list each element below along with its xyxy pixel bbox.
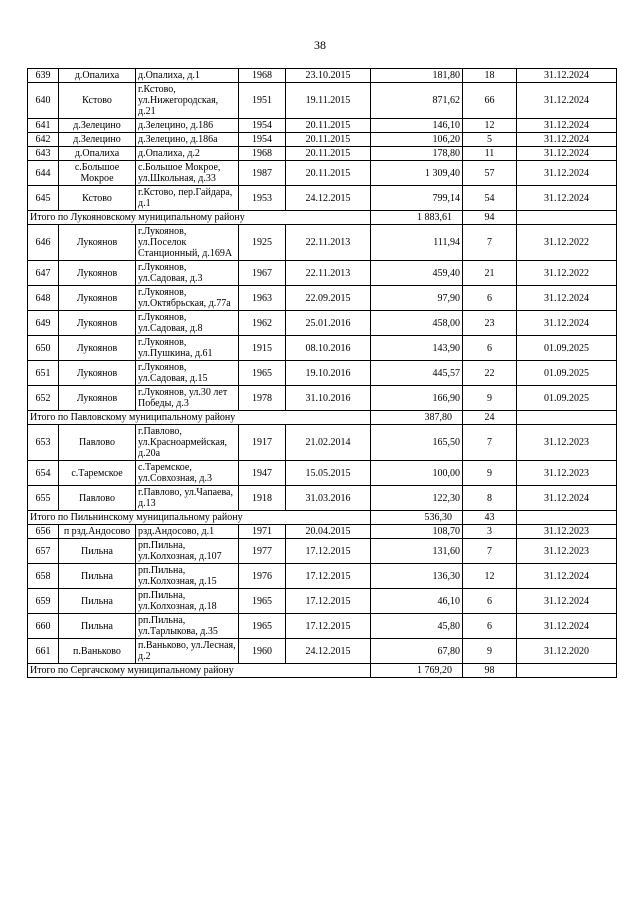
address-cell: рп.Пильна, ул.Колхозная, д.15 xyxy=(136,564,239,589)
total-row xyxy=(28,411,617,425)
area-cell: 122,30 xyxy=(371,486,463,511)
row-number: 641 xyxy=(28,119,59,133)
year-cell: 1962 xyxy=(239,311,286,336)
address-cell: г.Павлово, ул.Красноармейская, д.20а xyxy=(136,425,239,461)
locality-cell: Пильна xyxy=(59,589,136,614)
deadline-cell: 31.12.2024 xyxy=(517,614,617,639)
address-cell: д.Зелецино, д.186 xyxy=(136,119,239,133)
residents-cell: 5 xyxy=(463,133,517,147)
table-row xyxy=(28,486,617,511)
residents-cell: 3 xyxy=(463,525,517,539)
date-cell: 23.10.2015 xyxy=(286,69,371,83)
area-cell: 46,10 xyxy=(371,589,463,614)
row-number: 659 xyxy=(28,589,59,614)
row-number: 646 xyxy=(28,225,59,261)
total-area: 1 883,61 xyxy=(371,211,463,225)
area-cell: 178,80 xyxy=(371,147,463,161)
residents-cell: 12 xyxy=(463,564,517,589)
table-row xyxy=(28,286,617,311)
year-cell: 1987 xyxy=(239,161,286,186)
locality-cell: Пильна xyxy=(59,614,136,639)
deadline-cell: 31.12.2024 xyxy=(517,311,617,336)
address-cell: г.Лукоянов, ул.Пушкина, д.61 xyxy=(136,336,239,361)
area-cell: 131,60 xyxy=(371,539,463,564)
date-cell: 21.02.2014 xyxy=(286,425,371,461)
locality-cell: Кстово xyxy=(59,186,136,211)
date-cell: 20.11.2015 xyxy=(286,119,371,133)
registry-body xyxy=(28,69,617,678)
residents-cell: 9 xyxy=(463,639,517,664)
deadline-cell: 31.12.2024 xyxy=(517,486,617,511)
deadline-cell: 31.12.2024 xyxy=(517,69,617,83)
year-cell: 1977 xyxy=(239,539,286,564)
deadline-cell: 31.12.2024 xyxy=(517,133,617,147)
area-cell: 67,80 xyxy=(371,639,463,664)
date-cell: 25.01.2016 xyxy=(286,311,371,336)
table-row xyxy=(28,311,617,336)
row-number: 649 xyxy=(28,311,59,336)
year-cell: 1925 xyxy=(239,225,286,261)
total-count: 24 xyxy=(463,411,517,425)
total-count: 43 xyxy=(463,511,517,525)
row-number: 648 xyxy=(28,286,59,311)
date-cell: 17.12.2015 xyxy=(286,564,371,589)
total-empty-cell xyxy=(517,664,617,678)
date-cell: 15.05.2015 xyxy=(286,461,371,486)
address-cell: д.Зелецино, д.186а xyxy=(136,133,239,147)
area-cell: 146,10 xyxy=(371,119,463,133)
area-cell: 143,90 xyxy=(371,336,463,361)
address-cell: д.Опалиха, д.1 xyxy=(136,69,239,83)
row-number: 645 xyxy=(28,186,59,211)
year-cell: 1951 xyxy=(239,83,286,119)
date-cell: 22.09.2015 xyxy=(286,286,371,311)
row-number: 650 xyxy=(28,336,59,361)
year-cell: 1953 xyxy=(239,186,286,211)
table-row xyxy=(28,83,617,119)
row-number: 640 xyxy=(28,83,59,119)
residents-cell: 7 xyxy=(463,225,517,261)
table-row xyxy=(28,589,617,614)
housing-registry-table xyxy=(27,68,617,678)
total-row xyxy=(28,664,617,678)
row-number: 658 xyxy=(28,564,59,589)
total-row xyxy=(28,511,617,525)
year-cell: 1976 xyxy=(239,564,286,589)
area-cell: 45,80 xyxy=(371,614,463,639)
residents-cell: 66 xyxy=(463,83,517,119)
total-label: Итого по Пильнинскому муниципальному району xyxy=(28,511,371,525)
total-count: 98 xyxy=(463,664,517,678)
address-cell: п.Ваньково, ул.Лесная, д.2 xyxy=(136,639,239,664)
table-row xyxy=(28,119,617,133)
address-cell: г.Лукоянов, ул.Поселок Станционный, д.169А xyxy=(136,225,239,261)
year-cell: 1954 xyxy=(239,119,286,133)
table-row xyxy=(28,261,617,286)
locality-cell: Лукоянов xyxy=(59,261,136,286)
residents-cell: 54 xyxy=(463,186,517,211)
deadline-cell: 31.12.2024 xyxy=(517,186,617,211)
date-cell: 22.11.2013 xyxy=(286,261,371,286)
locality-cell: п.Ваньково xyxy=(59,639,136,664)
area-cell: 166,90 xyxy=(371,386,463,411)
area-cell: 799,14 xyxy=(371,186,463,211)
date-cell: 24.12.2015 xyxy=(286,639,371,664)
table-row xyxy=(28,186,617,211)
year-cell: 1960 xyxy=(239,639,286,664)
area-cell: 458,00 xyxy=(371,311,463,336)
row-number: 639 xyxy=(28,69,59,83)
residents-cell: 12 xyxy=(463,119,517,133)
year-cell: 1965 xyxy=(239,361,286,386)
year-cell: 1917 xyxy=(239,425,286,461)
locality-cell: Лукоянов xyxy=(59,311,136,336)
deadline-cell: 31.12.2024 xyxy=(517,564,617,589)
row-number: 660 xyxy=(28,614,59,639)
table-row xyxy=(28,161,617,186)
date-cell: 17.12.2015 xyxy=(286,589,371,614)
year-cell: 1965 xyxy=(239,614,286,639)
date-cell: 31.03.2016 xyxy=(286,486,371,511)
area-cell: 106,20 xyxy=(371,133,463,147)
locality-cell: Лукоянов xyxy=(59,286,136,311)
area-cell: 97,90 xyxy=(371,286,463,311)
row-number: 651 xyxy=(28,361,59,386)
residents-cell: 7 xyxy=(463,425,517,461)
table-row xyxy=(28,539,617,564)
locality-cell: д.Зелецино xyxy=(59,133,136,147)
table-row xyxy=(28,614,617,639)
year-cell: 1915 xyxy=(239,336,286,361)
deadline-cell: 31.12.2024 xyxy=(517,119,617,133)
year-cell: 1947 xyxy=(239,461,286,486)
locality-cell: д.Опалиха xyxy=(59,147,136,161)
locality-cell: с.Большое Мокрое xyxy=(59,161,136,186)
address-cell: д.Опалиха, д.2 xyxy=(136,147,239,161)
area-cell: 100,00 xyxy=(371,461,463,486)
page-number: 38 xyxy=(314,38,326,52)
year-cell: 1968 xyxy=(239,147,286,161)
row-number: 661 xyxy=(28,639,59,664)
locality-cell: д.Зелецино xyxy=(59,119,136,133)
date-cell: 17.12.2015 xyxy=(286,539,371,564)
table-row xyxy=(28,336,617,361)
date-cell: 20.11.2015 xyxy=(286,161,371,186)
area-cell: 108,70 xyxy=(371,525,463,539)
deadline-cell: 31.12.2024 xyxy=(517,83,617,119)
address-cell: г.Лукоянов, ул.Садовая, д.3 xyxy=(136,261,239,286)
deadline-cell: 01.09.2025 xyxy=(517,336,617,361)
year-cell: 1954 xyxy=(239,133,286,147)
residents-cell: 6 xyxy=(463,336,517,361)
deadline-cell: 31.12.2023 xyxy=(517,425,617,461)
address-cell: рп.Пильна, ул.Колхозная, д.107 xyxy=(136,539,239,564)
row-number: 647 xyxy=(28,261,59,286)
table-row xyxy=(28,386,617,411)
residents-cell: 7 xyxy=(463,539,517,564)
table-row xyxy=(28,564,617,589)
deadline-cell: 01.09.2025 xyxy=(517,386,617,411)
date-cell: 08.10.2016 xyxy=(286,336,371,361)
date-cell: 17.12.2015 xyxy=(286,614,371,639)
date-cell: 22.11.2013 xyxy=(286,225,371,261)
address-cell: г.Кстово, пер.Гайдара, д.1 xyxy=(136,186,239,211)
date-cell: 24.12.2015 xyxy=(286,186,371,211)
address-cell: г.Лукоянов, ул.Садовая, д.8 xyxy=(136,311,239,336)
deadline-cell: 01.09.2025 xyxy=(517,361,617,386)
area-cell: 445,57 xyxy=(371,361,463,386)
address-cell: с.Таремское, ул.Совхозная, д.3 xyxy=(136,461,239,486)
locality-cell: Пильна xyxy=(59,539,136,564)
area-cell: 1 309,40 xyxy=(371,161,463,186)
area-cell: 871,62 xyxy=(371,83,463,119)
table-row xyxy=(28,225,617,261)
residents-cell: 57 xyxy=(463,161,517,186)
year-cell: 1918 xyxy=(239,486,286,511)
locality-cell: п рзд.Андосово xyxy=(59,525,136,539)
year-cell: 1965 xyxy=(239,589,286,614)
residents-cell: 23 xyxy=(463,311,517,336)
table-row xyxy=(28,639,617,664)
locality-cell: Лукоянов xyxy=(59,225,136,261)
total-label: Итого по Лукояновскому муниципальному району xyxy=(28,211,371,225)
date-cell: 20.04.2015 xyxy=(286,525,371,539)
year-cell: 1968 xyxy=(239,69,286,83)
address-cell: г.Кстово, ул.Нижегородская, д.21 xyxy=(136,83,239,119)
date-cell: 19.10.2016 xyxy=(286,361,371,386)
year-cell: 1963 xyxy=(239,286,286,311)
residents-cell: 8 xyxy=(463,486,517,511)
total-label: Итого по Сергачскому муниципальному району xyxy=(28,664,371,678)
locality-cell: Лукоянов xyxy=(59,386,136,411)
residents-cell: 18 xyxy=(463,69,517,83)
table-row xyxy=(28,361,617,386)
residents-cell: 21 xyxy=(463,261,517,286)
locality-cell: д.Опалиха xyxy=(59,69,136,83)
area-cell: 165,50 xyxy=(371,425,463,461)
deadline-cell: 31.12.2024 xyxy=(517,147,617,161)
locality-cell: Лукоянов xyxy=(59,336,136,361)
locality-cell: Пильна xyxy=(59,564,136,589)
residents-cell: 6 xyxy=(463,286,517,311)
table-row xyxy=(28,461,617,486)
residents-cell: 22 xyxy=(463,361,517,386)
deadline-cell: 31.12.2022 xyxy=(517,261,617,286)
row-number: 652 xyxy=(28,386,59,411)
total-empty-cell xyxy=(517,211,617,225)
total-empty-cell xyxy=(517,411,617,425)
area-cell: 181,80 xyxy=(371,69,463,83)
row-number: 653 xyxy=(28,425,59,461)
locality-cell: Павлово xyxy=(59,486,136,511)
total-empty-cell xyxy=(517,511,617,525)
row-number: 643 xyxy=(28,147,59,161)
total-area: 387,80 xyxy=(371,411,463,425)
address-cell: г.Лукоянов, ул.Октябрьская, д.77а xyxy=(136,286,239,311)
locality-cell: с.Таремское xyxy=(59,461,136,486)
address-cell: г.Лукоянов, ул.Садовая, д.15 xyxy=(136,361,239,386)
residents-cell: 6 xyxy=(463,589,517,614)
deadline-cell: 31.12.2024 xyxy=(517,286,617,311)
locality-cell: Кстово xyxy=(59,83,136,119)
area-cell: 136,30 xyxy=(371,564,463,589)
table-row xyxy=(28,147,617,161)
table-row xyxy=(28,525,617,539)
year-cell: 1971 xyxy=(239,525,286,539)
locality-cell: Лукоянов xyxy=(59,361,136,386)
residents-cell: 9 xyxy=(463,461,517,486)
row-number: 657 xyxy=(28,539,59,564)
year-cell: 1978 xyxy=(239,386,286,411)
address-cell: с.Большое Мокрое, ул.Школьная, д.33 xyxy=(136,161,239,186)
deadline-cell: 31.12.2023 xyxy=(517,461,617,486)
area-cell: 111,94 xyxy=(371,225,463,261)
deadline-cell: 31.12.2024 xyxy=(517,589,617,614)
area-cell: 459,40 xyxy=(371,261,463,286)
date-cell: 20.11.2015 xyxy=(286,147,371,161)
address-cell: г.Лукоянов, ул.30 лет Победы, д.3 xyxy=(136,386,239,411)
deadline-cell: 31.12.2024 xyxy=(517,161,617,186)
residents-cell: 9 xyxy=(463,386,517,411)
deadline-cell: 31.12.2020 xyxy=(517,639,617,664)
total-label: Итого по Павловскому муниципальному району xyxy=(28,411,371,425)
row-number: 655 xyxy=(28,486,59,511)
table-row xyxy=(28,425,617,461)
year-cell: 1967 xyxy=(239,261,286,286)
table-row xyxy=(28,69,617,83)
table-row xyxy=(28,133,617,147)
row-number: 656 xyxy=(28,525,59,539)
locality-cell: Павлово xyxy=(59,425,136,461)
address-cell: рп.Пильна, ул.Колхозная, д.18 xyxy=(136,589,239,614)
total-area: 1 769,20 xyxy=(371,664,463,678)
deadline-cell: 31.12.2023 xyxy=(517,539,617,564)
total-row xyxy=(28,211,617,225)
row-number: 654 xyxy=(28,461,59,486)
date-cell: 20.11.2015 xyxy=(286,133,371,147)
row-number: 642 xyxy=(28,133,59,147)
total-area: 536,30 xyxy=(371,511,463,525)
total-count: 94 xyxy=(463,211,517,225)
date-cell: 19.11.2015 xyxy=(286,83,371,119)
residents-cell: 6 xyxy=(463,614,517,639)
address-cell: г.Павлово, ул.Чапаева, д.13 xyxy=(136,486,239,511)
row-number: 644 xyxy=(28,161,59,186)
residents-cell: 11 xyxy=(463,147,517,161)
address-cell: рзд.Андосово, д.1 xyxy=(136,525,239,539)
address-cell: рп.Пильна, ул.Тарлыкова, д.35 xyxy=(136,614,239,639)
deadline-cell: 31.12.2023 xyxy=(517,525,617,539)
date-cell: 31.10.2016 xyxy=(286,386,371,411)
deadline-cell: 31.12.2022 xyxy=(517,225,617,261)
